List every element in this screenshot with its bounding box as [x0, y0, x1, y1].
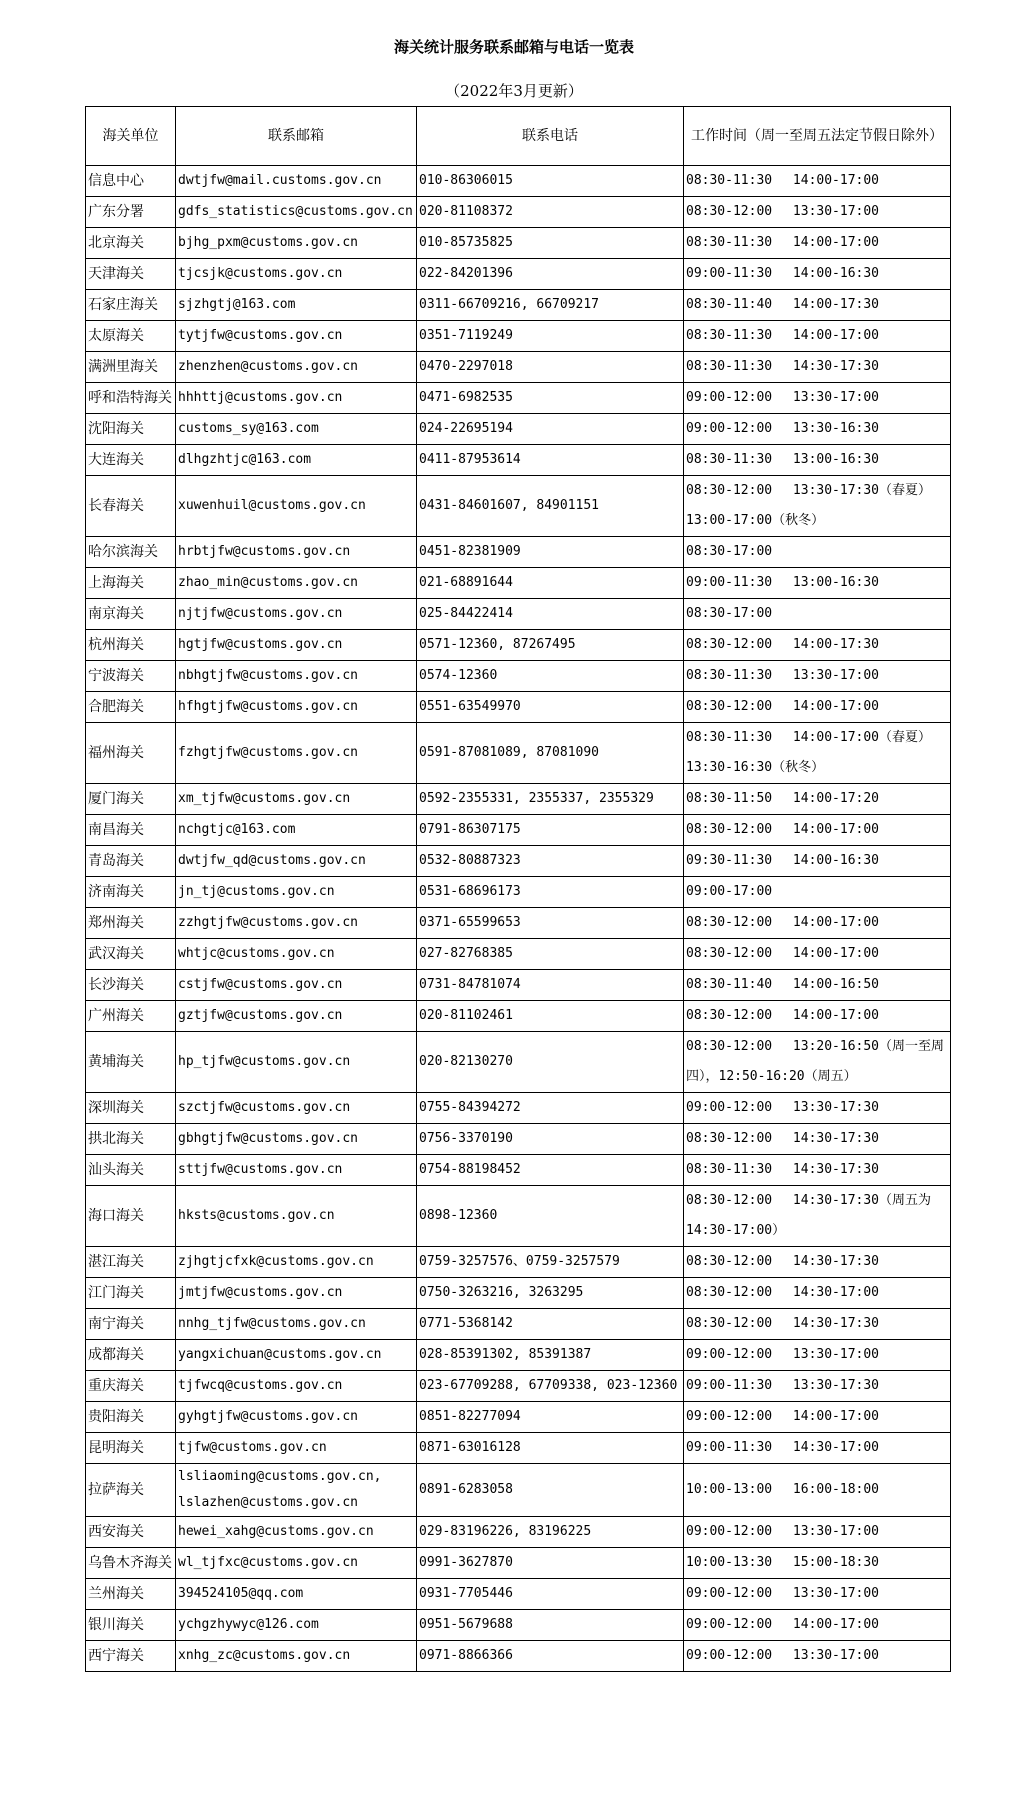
phone-cell: 0532-80887323: [417, 846, 684, 877]
phone-cell: 0755-84394272: [417, 1093, 684, 1124]
unit-cell: 哈尔滨海关: [86, 537, 176, 568]
phone-cell: 025-84422414: [417, 599, 684, 630]
worktime-cell: 08:30-11:30 14:00-17:00（春夏）13:30-16:30（秋冬）: [684, 723, 951, 784]
unit-cell: 乌鲁木齐海关: [86, 1548, 176, 1579]
worktime-cell: 08:30-12:00 14:30-17:30: [684, 1247, 951, 1278]
phone-cell: 0371-65599653: [417, 908, 684, 939]
phone-cell: 0311-66709216, 66709217: [417, 290, 684, 321]
unit-cell: 南京海关: [86, 599, 176, 630]
table-row: [86, 1610, 951, 1641]
table-row: [86, 1093, 951, 1124]
unit-cell: 长沙海关: [86, 970, 176, 1001]
unit-cell: 宁波海关: [86, 661, 176, 692]
email-cell: customs_sy@163.com: [176, 414, 417, 445]
unit-cell: 长春海关: [86, 476, 176, 537]
table-row: [86, 970, 951, 1001]
worktime-cell: 08:30-12:00 14:30-17:30: [684, 1124, 951, 1155]
email-cell: jn_tj@customs.gov.cn: [176, 877, 417, 908]
worktime-cell: 09:00-12:00 13:30-17:00: [684, 1517, 951, 1548]
table-row: [86, 846, 951, 877]
unit-cell: 成都海关: [86, 1340, 176, 1371]
phone-cell: 0759-3257576、0759-3257579: [417, 1247, 684, 1278]
email-cell: wl_tjfxc@customs.gov.cn: [176, 1548, 417, 1579]
table-row: [86, 197, 951, 228]
email-cell: ychgzhywyc@126.com: [176, 1610, 417, 1641]
email-cell: nchgtjc@163.com: [176, 815, 417, 846]
worktime-cell: 08:30-12:00 14:00-17:30: [684, 630, 951, 661]
worktime-cell: 08:30-11:30 13:00-16:30: [684, 445, 951, 476]
email-cell: hksts@customs.gov.cn: [176, 1186, 417, 1247]
table-row: [86, 1548, 951, 1579]
phone-cell: 023-67709288, 67709338, 023-12360: [417, 1371, 684, 1402]
worktime-cell: 09:00-12:00 14:00-17:00: [684, 1610, 951, 1641]
table-row: [86, 228, 951, 259]
worktime-cell: 08:30-12:00 14:00-17:00: [684, 908, 951, 939]
unit-cell: 武汉海关: [86, 939, 176, 970]
worktime-cell: 08:30-12:00 13:20-16:50（周一至周四），12:50-16:20（周五）: [684, 1032, 951, 1093]
unit-cell: 呼和浩特海关: [86, 383, 176, 414]
phone-cell: 0731-84781074: [417, 970, 684, 1001]
worktime-cell: 08:30-12:00 14:00-17:00: [684, 939, 951, 970]
header-email: 联系邮箱: [176, 107, 417, 166]
table-row: [86, 1371, 951, 1402]
email-cell: zjhgtjcfxk@customs.gov.cn: [176, 1247, 417, 1278]
phone-cell: 024-22695194: [417, 414, 684, 445]
worktime-cell: 09:00-12:00 13:30-17:00: [684, 1641, 951, 1672]
worktime-cell: 08:30-11:30 14:30-17:30: [684, 1155, 951, 1186]
worktime-cell: 09:00-12:00 13:30-17:30: [684, 1093, 951, 1124]
unit-cell: 南宁海关: [86, 1309, 176, 1340]
contact-table: [85, 106, 951, 1672]
phone-cell: 020-81108372: [417, 197, 684, 228]
unit-cell: 西宁海关: [86, 1641, 176, 1672]
phone-cell: 0451-82381909: [417, 537, 684, 568]
worktime-cell: 08:30-12:00 14:30-17:30: [684, 1309, 951, 1340]
unit-cell: 广州海关: [86, 1001, 176, 1032]
email-cell: dwtjfw_qd@customs.gov.cn: [176, 846, 417, 877]
phone-cell: 0756-3370190: [417, 1124, 684, 1155]
unit-cell: 上海海关: [86, 568, 176, 599]
phone-cell: 028-85391302, 85391387: [417, 1340, 684, 1371]
worktime-cell: 08:30-12:00 14:00-17:00: [684, 692, 951, 723]
email-cell: gztjfw@customs.gov.cn: [176, 1001, 417, 1032]
unit-cell: 黄埔海关: [86, 1032, 176, 1093]
phone-cell: 029-83196226, 83196225: [417, 1517, 684, 1548]
email-cell: njtjfw@customs.gov.cn: [176, 599, 417, 630]
worktime-cell: 08:30-12:00 13:30-17:30（春夏）13:00-17:00（秋冬）: [684, 476, 951, 537]
worktime-cell: 09:00-17:00: [684, 877, 951, 908]
email-cell: xuwenhuil@customs.gov.cn: [176, 476, 417, 537]
table-row: [86, 1402, 951, 1433]
phone-cell: 010-86306015: [417, 166, 684, 197]
worktime-cell: 08:30-11:50 14:00-17:20: [684, 784, 951, 815]
phone-cell: 027-82768385: [417, 939, 684, 970]
table-row: [86, 815, 951, 846]
phone-cell: 0871-63016128: [417, 1433, 684, 1464]
header-worktime: 工作时间（周一至周五法定节假日除外）: [684, 107, 951, 166]
phone-cell: 0431-84601607, 84901151: [417, 476, 684, 537]
phone-cell: 0551-63549970: [417, 692, 684, 723]
phone-cell: 0851-82277094: [417, 1402, 684, 1433]
phone-cell: 0754-88198452: [417, 1155, 684, 1186]
email-cell: 394524105@qq.com: [176, 1579, 417, 1610]
worktime-cell: 08:30-11:30 14:00-17:00: [684, 321, 951, 352]
email-cell: tytjfw@customs.gov.cn: [176, 321, 417, 352]
email-cell: tjfw@customs.gov.cn: [176, 1433, 417, 1464]
unit-cell: 郑州海关: [86, 908, 176, 939]
email-cell: zhenzhen@customs.gov.cn: [176, 352, 417, 383]
phone-cell: 0592-2355331, 2355337, 2355329: [417, 784, 684, 815]
email-cell: hrbtjfw@customs.gov.cn: [176, 537, 417, 568]
unit-cell: 广东分署: [86, 197, 176, 228]
unit-cell: 福州海关: [86, 723, 176, 784]
unit-cell: 济南海关: [86, 877, 176, 908]
email-cell: hewei_xahg@customs.gov.cn: [176, 1517, 417, 1548]
email-cell: xnhg_zc@customs.gov.cn: [176, 1641, 417, 1672]
email-cell: zhao_min@customs.gov.cn: [176, 568, 417, 599]
table-row: [86, 1517, 951, 1548]
unit-cell: 天津海关: [86, 259, 176, 290]
unit-cell: 贵阳海关: [86, 1402, 176, 1433]
table-row: [86, 1641, 951, 1672]
table-body: [86, 166, 951, 1672]
worktime-cell: 08:30-11:30 14:00-17:00: [684, 228, 951, 259]
table-row: [86, 568, 951, 599]
email-cell: fzhgtjfw@customs.gov.cn: [176, 723, 417, 784]
table-header-row: [86, 107, 951, 166]
worktime-cell: 09:00-12:00 14:00-17:00: [684, 1402, 951, 1433]
worktime-cell: 09:00-11:30 14:30-17:00: [684, 1433, 951, 1464]
table-row: [86, 661, 951, 692]
table-row: [86, 1278, 951, 1309]
table-row: [86, 166, 951, 197]
unit-cell: 拉萨海关: [86, 1464, 176, 1517]
table-row: [86, 259, 951, 290]
phone-cell: 0991-3627870: [417, 1548, 684, 1579]
phone-cell: 0470-2297018: [417, 352, 684, 383]
worktime-cell: 09:00-11:30 13:30-17:30: [684, 1371, 951, 1402]
unit-cell: 深圳海关: [86, 1093, 176, 1124]
email-cell: gbhgtjfw@customs.gov.cn: [176, 1124, 417, 1155]
table-row: [86, 1001, 951, 1032]
worktime-cell: 08:30-12:00 13:30-17:00: [684, 197, 951, 228]
unit-cell: 西安海关: [86, 1517, 176, 1548]
email-cell: cstjfw@customs.gov.cn: [176, 970, 417, 1001]
email-cell: sjzhgtj@163.com: [176, 290, 417, 321]
phone-cell: 0531-68696173: [417, 877, 684, 908]
phone-cell: 010-85735825: [417, 228, 684, 259]
table-row: [86, 692, 951, 723]
email-cell: nbhgtjfw@customs.gov.cn: [176, 661, 417, 692]
email-cell: hhhttj@customs.gov.cn: [176, 383, 417, 414]
unit-cell: 杭州海关: [86, 630, 176, 661]
table-row: [86, 630, 951, 661]
worktime-cell: 08:30-12:00 14:30-17:30（周五为14:30-17:00）: [684, 1186, 951, 1247]
worktime-cell: 08:30-17:00: [684, 537, 951, 568]
unit-cell: 石家庄海关: [86, 290, 176, 321]
email-cell: lsliaoming@customs.gov.cn, lslazhen@customs.gov.cn: [176, 1464, 417, 1517]
phone-cell: 0771-5368142: [417, 1309, 684, 1340]
table-row: [86, 1032, 951, 1093]
email-cell: zzhgtjfw@customs.gov.cn: [176, 908, 417, 939]
unit-cell: 湛江海关: [86, 1247, 176, 1278]
table-row: [86, 1464, 951, 1517]
email-cell: hgtjfw@customs.gov.cn: [176, 630, 417, 661]
unit-cell: 重庆海关: [86, 1371, 176, 1402]
unit-cell: 银川海关: [86, 1610, 176, 1641]
worktime-cell: 08:30-12:00 14:00-17:00: [684, 815, 951, 846]
table-row: [86, 877, 951, 908]
phone-cell: 020-81102461: [417, 1001, 684, 1032]
unit-cell: 昆明海关: [86, 1433, 176, 1464]
unit-cell: 大连海关: [86, 445, 176, 476]
email-cell: szctjfw@customs.gov.cn: [176, 1093, 417, 1124]
table-row: [86, 537, 951, 568]
unit-cell: 信息中心: [86, 166, 176, 197]
table-row: [86, 290, 951, 321]
email-cell: hfhgtjfw@customs.gov.cn: [176, 692, 417, 723]
table-row: [86, 476, 951, 537]
table-row: [86, 445, 951, 476]
unit-cell: 青岛海关: [86, 846, 176, 877]
email-cell: hp_tjfw@customs.gov.cn: [176, 1032, 417, 1093]
phone-cell: 0951-5679688: [417, 1610, 684, 1641]
table-row: [86, 723, 951, 784]
table-row: [86, 1340, 951, 1371]
phone-cell: 0571-12360, 87267495: [417, 630, 684, 661]
worktime-cell: 08:30-11:30 13:30-17:00: [684, 661, 951, 692]
email-cell: tjcsjk@customs.gov.cn: [176, 259, 417, 290]
worktime-cell: 09:00-12:00 13:30-17:00: [684, 1579, 951, 1610]
unit-cell: 太原海关: [86, 321, 176, 352]
table-row: [86, 1124, 951, 1155]
table-row: [86, 1433, 951, 1464]
worktime-cell: 08:30-11:40 14:00-17:30: [684, 290, 951, 321]
table-row: [86, 1247, 951, 1278]
phone-cell: 0471-6982535: [417, 383, 684, 414]
email-cell: gyhgtjfw@customs.gov.cn: [176, 1402, 417, 1433]
table-row: [86, 939, 951, 970]
table-row: [86, 1186, 951, 1247]
phone-cell: 0891-6283058: [417, 1464, 684, 1517]
unit-cell: 满洲里海关: [86, 352, 176, 383]
table-row: [86, 1155, 951, 1186]
worktime-cell: 08:30-11:40 14:00-16:50: [684, 970, 951, 1001]
table-row: [86, 352, 951, 383]
unit-cell: 北京海关: [86, 228, 176, 259]
unit-cell: 拱北海关: [86, 1124, 176, 1155]
worktime-cell: 09:00-12:00 13:30-16:30: [684, 414, 951, 445]
worktime-cell: 08:30-11:30 14:30-17:30: [684, 352, 951, 383]
table-row: [86, 383, 951, 414]
unit-cell: 沈阳海关: [86, 414, 176, 445]
email-cell: nnhg_tjfw@customs.gov.cn: [176, 1309, 417, 1340]
worktime-cell: 08:30-12:00 14:30-17:00: [684, 1278, 951, 1309]
unit-cell: 厦门海关: [86, 784, 176, 815]
header-phone: 联系电话: [417, 107, 684, 166]
email-cell: gdfs_statistics@customs.gov.cn: [176, 197, 417, 228]
worktime-cell: 09:00-12:00 13:30-17:00: [684, 1340, 951, 1371]
table-row: [86, 321, 951, 352]
worktime-cell: 08:30-12:00 14:00-17:00: [684, 1001, 951, 1032]
unit-cell: 南昌海关: [86, 815, 176, 846]
phone-cell: 0791-86307175: [417, 815, 684, 846]
page-subtitle: （2022年3月更新）: [445, 82, 583, 100]
phone-cell: 0591-87081089, 87081090: [417, 723, 684, 784]
email-cell: dlhgzhtjc@163.com: [176, 445, 417, 476]
worktime-cell: 09:00-11:30 14:00-16:30: [684, 259, 951, 290]
email-cell: xm_tjfw@customs.gov.cn: [176, 784, 417, 815]
table-row: [86, 1309, 951, 1340]
email-cell: bjhg_pxm@customs.gov.cn: [176, 228, 417, 259]
email-cell: whtjc@customs.gov.cn: [176, 939, 417, 970]
phone-cell: 0931-7705446: [417, 1579, 684, 1610]
unit-cell: 海口海关: [86, 1186, 176, 1247]
phone-cell: 022-84201396: [417, 259, 684, 290]
worktime-cell: 08:30-17:00: [684, 599, 951, 630]
table-row: [86, 908, 951, 939]
phone-cell: 021-68891644: [417, 568, 684, 599]
phone-cell: 0574-12360: [417, 661, 684, 692]
unit-cell: 合肥海关: [86, 692, 176, 723]
page-title: 海关统计服务联系邮箱与电话一览表: [393, 38, 634, 56]
email-cell: sttjfw@customs.gov.cn: [176, 1155, 417, 1186]
email-cell: jmtjfw@customs.gov.cn: [176, 1278, 417, 1309]
email-cell: yangxichuan@customs.gov.cn: [176, 1340, 417, 1371]
worktime-cell: 09:30-11:30 14:00-16:30: [684, 846, 951, 877]
phone-cell: 0750-3263216, 3263295: [417, 1278, 684, 1309]
phone-cell: 0971-8866366: [417, 1641, 684, 1672]
email-cell: tjfwcq@customs.gov.cn: [176, 1371, 417, 1402]
worktime-cell: 10:00-13:30 15:00-18:30: [684, 1548, 951, 1579]
table-row: [86, 784, 951, 815]
phone-cell: 020-82130270: [417, 1032, 684, 1093]
worktime-cell: 08:30-11:30 14:00-17:00: [684, 166, 951, 197]
phone-cell: 0898-12360: [417, 1186, 684, 1247]
worktime-cell: 09:00-12:00 13:30-17:00: [684, 383, 951, 414]
unit-cell: 兰州海关: [86, 1579, 176, 1610]
phone-cell: 0351-7119249: [417, 321, 684, 352]
table-row: [86, 414, 951, 445]
phone-cell: 0411-87953614: [417, 445, 684, 476]
header-unit: 海关单位: [86, 107, 176, 166]
table-row: [86, 599, 951, 630]
unit-cell: 汕头海关: [86, 1155, 176, 1186]
worktime-cell: 09:00-11:30 13:00-16:30: [684, 568, 951, 599]
worktime-cell: 10:00-13:00 16:00-18:00: [684, 1464, 951, 1517]
table-row: [86, 1579, 951, 1610]
email-cell: dwtjfw@mail.customs.gov.cn: [176, 166, 417, 197]
unit-cell: 江门海关: [86, 1278, 176, 1309]
